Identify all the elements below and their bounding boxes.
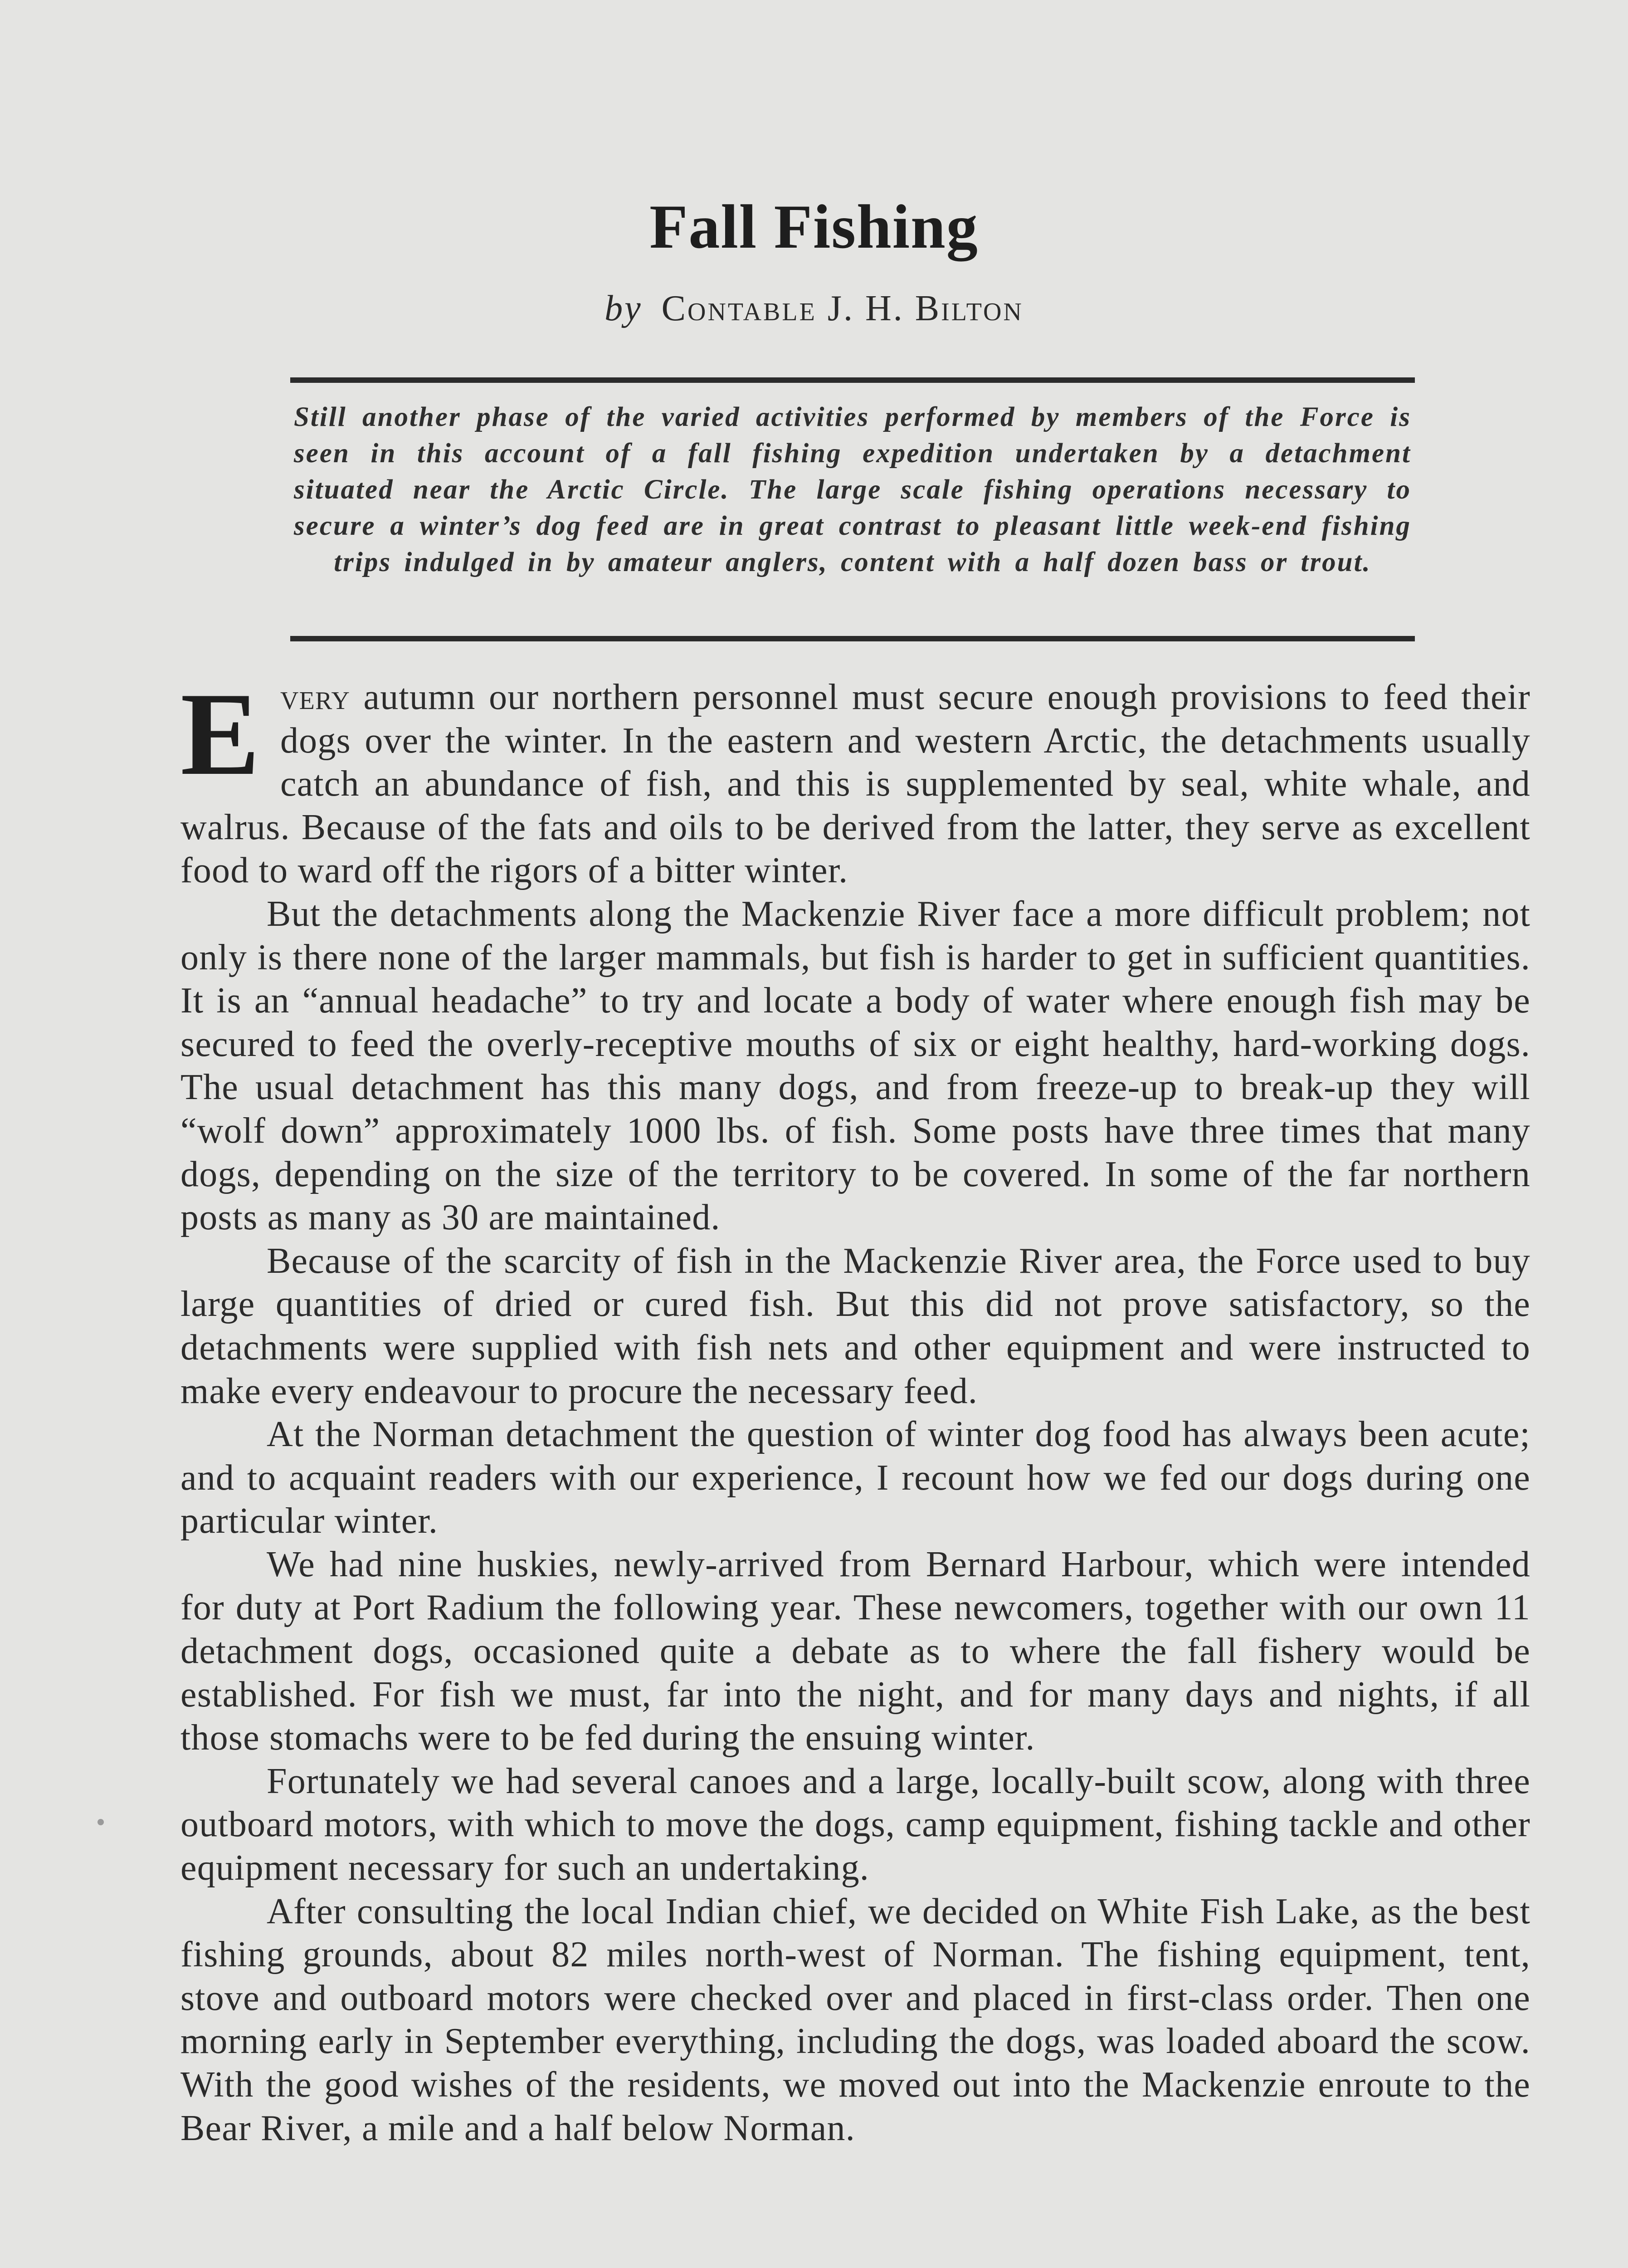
byline-by: by — [604, 288, 643, 328]
article-body — [180, 668, 1531, 2150]
paragraph-2: But the detachments along the Mackenzie River face a more difficult problem; not only is there none of the larger mammals, but fish is harder to get in sufficient quantities. It is an “annual headache” to try and locate a body of water where enough fish may be secured to feed the overly-receptive mouths of six or eight healthy, hard-working dogs. The usual detachment has this many dogs, and from freeze-up to break-up they will “wolf down” approximately 1000 lbs. of fish. Some posts have three times that many dogs, depending on the size of the territory to be covered. In some of the far northern posts as many as 30 are maintained. — [180, 894, 1531, 1238]
byline — [0, 288, 1628, 329]
paragraph-1 — [180, 668, 1531, 893]
paragraph-1-text: autumn our northern personnel must secure enough provisions to feed their dogs over the winter. In the eastern and western Arctic, the detachments usually catch an abundance of fish, and this is supplemented by seal, white whale, and walrus. Because of the fats and oils to be derived from the latter, they serve as excellent food to ward off the rigors of a bitter winter. — [180, 677, 1531, 891]
intro-summary: Still another phase of the varied activities performed by members of the Force is seen in this account of a fall fishing expedition undertaken by a detachment situated near the Arctic Circle. The large scale fishing operations necessary to secure a winter’s dog feed are in great contrast to pleasant little week-end fishing trips indulged in by amateur anglers, content with a half dozen bass or trout. — [294, 402, 1411, 577]
paragraph-6: Fortunately we had several canoes and a large, locally-built scow, along with three outboard motors, with which to move the dogs, camp equipment, fishing tackle and other equipment necessary for such an undertaking. — [180, 1761, 1531, 1888]
byline-author: Contable J. H. Bilton — [661, 288, 1024, 328]
intro-bottom-rule — [290, 636, 1415, 641]
drop-cap: E — [180, 668, 260, 800]
paragraph-5: We had nine huskies, newly-arrived from Bernard Harbour, which were intended for duty at Port Radium the following year. These newcomers, together with our own 11 detachment dogs, occasioned quite a debate as to where the fall fishery would be established. For fish we must, far into the night, and for many days and nights, if all those stomachs were to be fed during the ensuing winter. — [180, 1544, 1531, 1758]
paragraph-7: After consulting the local Indian chief, we decided on White Fish Lake, as the best fishing grounds, about 82 miles north-west of Norman. The fishing equipment, tent, stove and outboard motors were checked over and placed in first-class order. Then one morning early in September everything, including the dogs, was loaded aboard the scow. With the good wishes of the residents, we moved out into the Mackenzie enroute to the Bear River, a mile and a half below Norman. — [180, 1891, 1531, 2148]
scan-speck — [97, 1819, 104, 1825]
first-word-rest: very — [280, 677, 351, 717]
paragraph-3: Because of the scarcity of fish in the Mackenzie River area, the Force used to buy large quantities of dried or cured fish. But this did not prove satisfactory, so the detachments were supplied with fish nets and other equipment and were instructed to make every endeavour to procure the necessary feed. — [180, 1241, 1531, 1411]
article-title: Fall Fishing — [649, 192, 979, 261]
paragraph-4: At the Norman detachment the question of winter dog food has always been acute; and to acquaint readers with our experience, I recount how we fed our dogs during one particular winter. — [180, 1414, 1531, 1541]
intro-top-rule — [290, 377, 1415, 383]
